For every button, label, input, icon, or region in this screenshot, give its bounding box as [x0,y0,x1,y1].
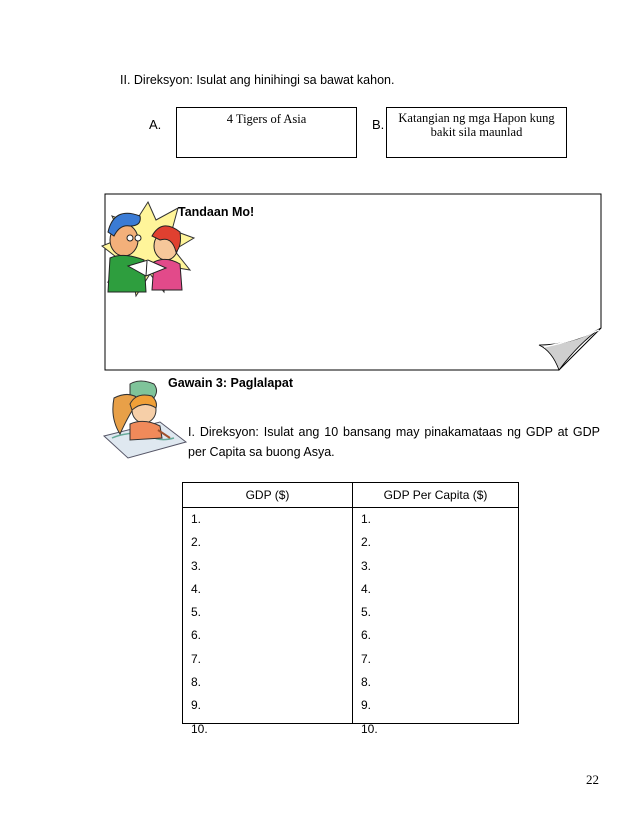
box-a[interactable] [176,107,357,158]
gdp-row-number[interactable]: 8. [191,675,202,690]
box-b-title: Katangian ng mga Hapon kung bakit sila maunlad [398,111,555,139]
tandaan-title: Tandaan Mo! [178,205,255,219]
page-number: 22 [586,772,599,787]
box-b[interactable] [386,107,567,158]
gdp-row-number[interactable]: 10. [191,721,208,736]
gdp-per-capita-row-number[interactable]: 9. [361,698,372,713]
gdp-row-number[interactable]: 1. [191,512,202,526]
gdp-row-number[interactable]: 6. [191,628,202,643]
gdp-row-number[interactable]: 4. [191,581,202,596]
gdp-per-capita-row-number[interactable]: 5. [361,605,372,620]
gdp-per-capita-row-number[interactable]: 10. [361,721,378,736]
box-a-title: 4 Tigers of Asia [226,112,307,126]
gawain-title: Gawain 3: Paglalapat [168,376,294,390]
box-a-letter: A. [149,117,162,132]
gdp-per-capita-row-number[interactable]: 3. [361,558,372,573]
gdp-column-header: GDP ($) [183,483,352,508]
gdp-per-capita-row-number[interactable]: 7. [361,651,372,666]
gdp-row-number[interactable]: 9. [191,698,202,713]
gdp-per-capita-column [353,483,518,736]
drawing-girl-cartoon-icon [100,378,188,460]
section-2-instruction: II. Direksyon: Isulat ang hinihingi sa bawat kahon. [120,73,395,87]
gdp-row-number[interactable]: 7. [191,651,202,666]
gdp-per-capita-row-number[interactable]: 6. [361,628,372,643]
gdp-per-capita-column-header: GDP Per Capita ($) [353,483,518,508]
gdp-row-number[interactable]: 2. [191,535,202,550]
gdp-column [183,483,353,736]
gdp-per-capita-row-number[interactable]: 8. [361,675,372,690]
gdp-table [182,482,519,736]
box-b-letter: B. [372,117,385,132]
gdp-row-number[interactable]: 5. [191,605,202,620]
gdp-per-capita-row-number[interactable]: 4. [361,581,372,596]
gdp-per-capita-row-number[interactable]: 1. [361,512,372,526]
gdp-per-capita-row-number[interactable]: 2. [361,535,372,550]
gdp-row-number[interactable]: 3. [191,558,202,573]
gawain-instruction: I. Direksyon: Isulat ang 10 bansang may pinakamataas ng GDP at GDP per Capita sa buong Asya. [188,425,600,459]
